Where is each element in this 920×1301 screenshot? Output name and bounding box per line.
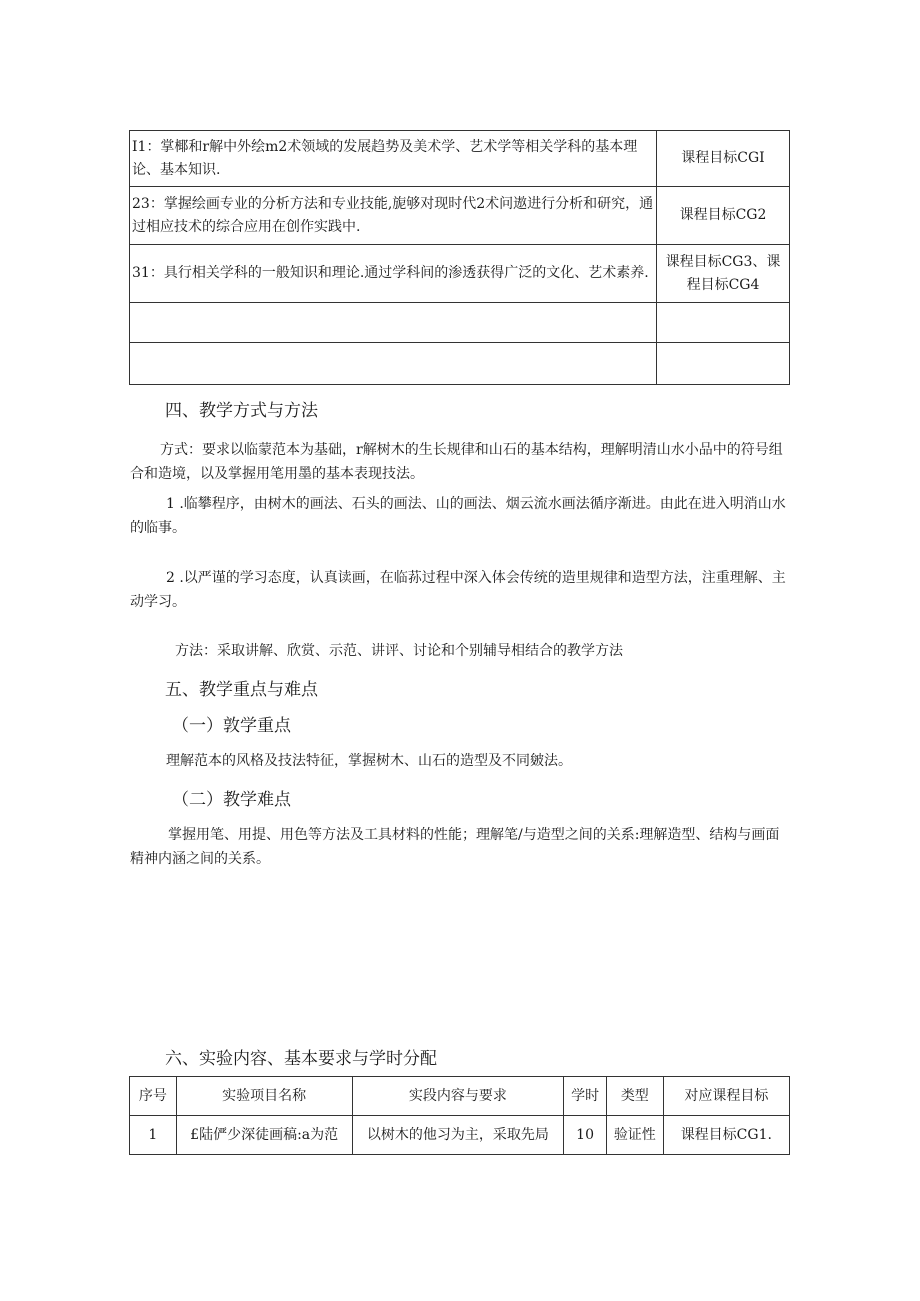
cell-content: 以树木的他习为主，采取先局 [352, 1116, 564, 1155]
lab-content-table [129, 1076, 790, 1155]
objective-target [656, 303, 789, 343]
objective-target [656, 343, 789, 385]
section5-sub2-text: 掌握用笔、用提、用色等方法及工具材料的性能；理解笔/与造型之间的关系:理解造型、结构与画面精神内涵之间的关系。 [130, 827, 780, 867]
objective-text [130, 303, 657, 343]
objective-text: 23：掌握绘画专业的分析方法和专业技能,旎够对现时代2术问遨进行分析和研究，通过相应技术的综合应用在创作实践中. [130, 187, 657, 245]
table-header-row [130, 1077, 790, 1116]
header-hours: 学时 [564, 1077, 607, 1116]
cell-index: 1 [130, 1116, 177, 1155]
cell-hours: 10 [564, 1116, 607, 1155]
cell-type: 验证性 [606, 1116, 663, 1155]
table-row [130, 245, 790, 303]
objective-target: 课程目标CGI [656, 131, 789, 187]
table-row [130, 343, 790, 385]
objective-text [130, 343, 657, 385]
table-row [130, 131, 790, 187]
section5-sub2-heading: （二）教学难点 [172, 790, 291, 810]
objective-target: 课程目标CG2 [656, 187, 789, 245]
cell-project-name: £陆俨少深徒画稿:a为范 [176, 1116, 352, 1155]
objective-text: 31：具行相关学科的一般知识和理论.通过学科间的渗透获得广泛的文化、艺术素养. [130, 245, 657, 303]
section5-sub1-text: 理解范本的风格及技法特征，掌握树木、山石的造型及不同皴法。 [166, 753, 572, 769]
table-row [130, 187, 790, 245]
header-type: 类型 [606, 1077, 663, 1116]
section4-heading: 四、教学方式与方法 [165, 401, 318, 421]
section4-paragraph-2: 1 .临攀程序，由树木的画法、石头的画法、山的画法、烟云流水画法循序渐进。由此在进入明消山水的临事。 [130, 496, 786, 536]
objective-text: I1：掌椰和r解中外绘m2术领域的发展趋势及美术学、艺术学等相关学科的基本理论、基本知识. [130, 131, 657, 187]
section5-sub1-heading: （一）敦学重点 [172, 716, 291, 736]
cell-target: 课程目标CG1. [663, 1116, 789, 1155]
objective-target: 课程目标CG3、课程目标CG4 [656, 245, 789, 303]
section5-heading: 五、教学重点与难点 [165, 680, 318, 700]
section4-paragraph-3: 2 .以严谨的学习态度，认真读画，在临荪过程中深入体会传统的造里规律和造型方法，注重理解、主动学习。 [130, 570, 786, 610]
section4-paragraph-1: 方式：要求以临蒙范本为基础，r解树木的生长规律和山石的基本结构，理解明清山水小品中的符号组合和造境，以及掌握用笔用墨的基本表现技法。 [130, 442, 783, 482]
table-row [130, 303, 790, 343]
header-target: 对应课程目标 [663, 1077, 789, 1116]
table-row [130, 1116, 790, 1155]
header-content: 实段内容与要求 [352, 1077, 564, 1116]
header-index: 序号 [130, 1077, 177, 1116]
section6-heading: 六、实验内容、基本要求与学时分配 [165, 1049, 437, 1069]
course-objectives-table [129, 130, 790, 385]
header-project-name: 实验项目名称 [176, 1077, 352, 1116]
section4-paragraph-4: 方法：采取讲解、欣赏、示范、讲评、讨论和个别辅导相结合的教学方法 [175, 643, 623, 659]
